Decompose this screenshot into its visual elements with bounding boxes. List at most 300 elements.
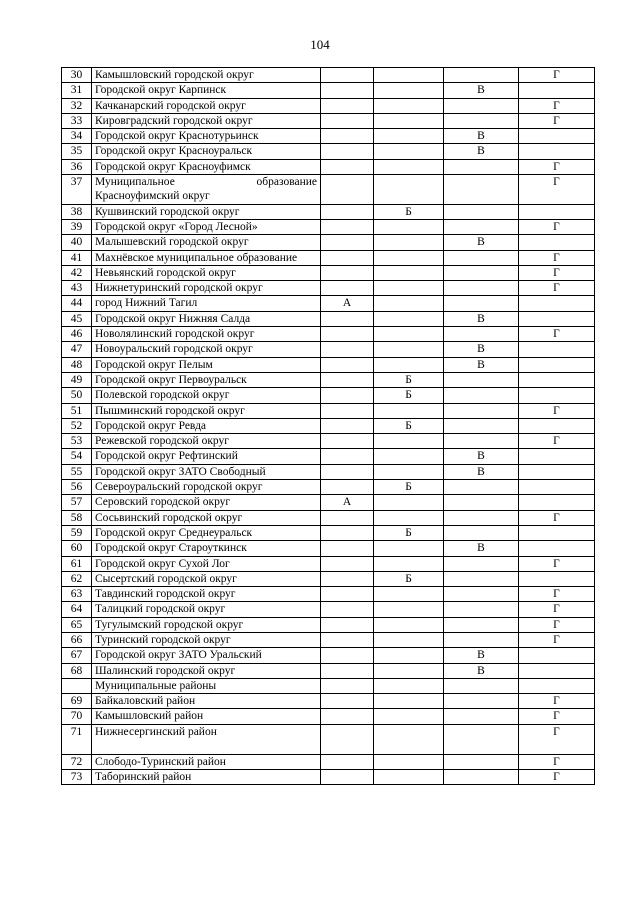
category-g-cell [519,663,595,678]
municipality-name: Режевской городской округ [92,434,321,449]
row-number: 42 [62,265,92,280]
table-row [62,464,595,479]
table-row [62,541,595,556]
row-number: 69 [62,694,92,709]
category-b-cell [374,632,444,647]
category-b-cell [374,449,444,464]
category-b-cell [374,754,444,769]
category-g-cell [519,235,595,250]
category-g-cell [519,372,595,387]
category-a-cell [321,113,374,128]
row-number: 73 [62,770,92,785]
category-v-cell [444,617,519,632]
category-g-cell: Г [519,617,595,632]
row-number: 70 [62,709,92,724]
category-a-cell [321,342,374,357]
category-v-cell [444,296,519,311]
category-a-cell [321,357,374,372]
category-v-cell [444,434,519,449]
municipality-name: Байкаловский район [92,694,321,709]
category-v-cell [444,327,519,342]
municipality-name: Серовский городской округ [92,495,321,510]
municipality-name: Городской округ Среднеуральск [92,525,321,540]
table-row [62,770,595,785]
category-b-cell [374,68,444,83]
municipality-name: Городской округ Красноуральск [92,144,321,159]
category-a-cell [321,602,374,617]
category-b-cell [374,83,444,98]
table-row [62,342,595,357]
category-g-cell [519,541,595,556]
category-v-cell [444,175,519,205]
category-b-cell: Б [374,525,444,540]
category-g-cell [519,296,595,311]
row-number: 48 [62,357,92,372]
row-number: 49 [62,372,92,387]
category-g-cell [519,311,595,326]
category-g-cell: Г [519,68,595,83]
row-number [62,678,92,693]
category-v-cell [444,403,519,418]
municipality-name: Городской округ Краснотурьинск [92,129,321,144]
municipality-name: Городской округ Ревда [92,418,321,433]
category-v-cell [444,678,519,693]
category-a-cell [321,235,374,250]
table-row [62,571,595,586]
category-g-cell [519,83,595,98]
row-number: 68 [62,663,92,678]
table-row [62,556,595,571]
municipality-name: Муниципальное образование Красноуфимский округ [92,175,321,205]
table-row [62,418,595,433]
category-b-cell [374,159,444,174]
category-g-cell: Г [519,327,595,342]
table-row [62,175,595,205]
category-g-cell: Г [519,632,595,647]
municipality-name: Нижнесергинский район [92,724,321,754]
category-v-cell [444,770,519,785]
category-b-cell: Б [374,204,444,219]
category-a-cell [321,372,374,387]
category-v-cell [444,525,519,540]
category-a-cell [321,403,374,418]
table-row [62,617,595,632]
row-number: 31 [62,83,92,98]
municipality-name: Шалинский городской округ [92,663,321,678]
category-b-cell [374,648,444,663]
table-row [62,235,595,250]
category-b-cell [374,495,444,510]
category-v-cell [444,388,519,403]
category-a-cell [321,83,374,98]
category-a-cell [321,159,374,174]
category-a-cell: А [321,296,374,311]
category-g-cell: Г [519,159,595,174]
row-number: 58 [62,510,92,525]
municipality-name: Городской округ Рефтинский [92,449,321,464]
category-b-cell [374,556,444,571]
municipality-name: Пышминский городской округ [92,403,321,418]
category-g-cell: Г [519,510,595,525]
table-row [62,159,595,174]
category-g-cell [519,388,595,403]
category-g-cell [519,449,595,464]
category-a-cell [321,281,374,296]
category-v-cell [444,265,519,280]
category-a-cell [321,219,374,234]
category-v-cell [444,602,519,617]
table-row [62,388,595,403]
table-row [62,250,595,265]
category-a-cell [321,265,374,280]
category-b-cell [374,281,444,296]
row-number: 46 [62,327,92,342]
category-a-cell [321,694,374,709]
category-g-cell: Г [519,250,595,265]
municipality-name: Городской округ Сухой Лог [92,556,321,571]
municipality-name: Городской округ Нижняя Салда [92,311,321,326]
table-row [62,587,595,602]
row-number: 72 [62,754,92,769]
category-v-cell: В [444,663,519,678]
category-g-cell [519,648,595,663]
category-v-cell [444,709,519,724]
category-b-cell [374,327,444,342]
row-number: 66 [62,632,92,647]
row-number: 37 [62,175,92,205]
category-a-cell [321,724,374,754]
category-a-cell [321,311,374,326]
municipality-name: Качканарский городской округ [92,98,321,113]
municipality-name: Муниципальные районы [92,678,321,693]
category-b-cell [374,342,444,357]
category-b-cell [374,98,444,113]
category-v-cell [444,98,519,113]
category-v-cell: В [444,357,519,372]
category-v-cell [444,587,519,602]
municipality-name: Невьянский городской округ [92,265,321,280]
category-v-cell [444,480,519,495]
category-v-cell: В [444,541,519,556]
table-row [62,403,595,418]
table-row [62,129,595,144]
table-row [62,296,595,311]
category-b-cell: Б [374,480,444,495]
table-row [62,602,595,617]
category-b-cell [374,235,444,250]
category-b-cell [374,663,444,678]
category-v-cell [444,571,519,586]
table-row [62,98,595,113]
category-g-cell: Г [519,602,595,617]
category-v-cell: В [444,83,519,98]
category-a-cell [321,327,374,342]
category-a-cell [321,449,374,464]
category-g-cell: Г [519,281,595,296]
table-row [62,327,595,342]
category-g-cell [519,464,595,479]
municipality-name: Слободо-Туринский район [92,754,321,769]
category-b-cell [374,602,444,617]
table-row [62,204,595,219]
table-row [62,372,595,387]
category-a-cell [321,678,374,693]
table-row [62,265,595,280]
category-a-cell [321,525,374,540]
category-g-cell [519,418,595,433]
row-number: 52 [62,418,92,433]
row-number: 57 [62,495,92,510]
row-number: 56 [62,480,92,495]
category-g-cell: Г [519,175,595,205]
municipality-name: Сосьвинский городской округ [92,510,321,525]
category-g-cell: Г [519,724,595,754]
page-number: 104 [310,37,330,52]
category-a-cell: А [321,495,374,510]
table-row [62,357,595,372]
category-v-cell [444,754,519,769]
category-v-cell: В [444,648,519,663]
row-number: 32 [62,98,92,113]
row-number: 43 [62,281,92,296]
municipality-category-table [61,67,595,785]
category-b-cell [374,464,444,479]
municipality-name: Талицкий городской округ [92,602,321,617]
table-row [62,694,595,709]
row-number: 40 [62,235,92,250]
municipality-name: Тавдинский городской округ [92,587,321,602]
category-v-cell: В [444,449,519,464]
table-row [62,449,595,464]
row-number: 50 [62,388,92,403]
municipality-name: Малышевский городской округ [92,235,321,250]
table-row [62,113,595,128]
municipality-name: Махнёвское муниципальное образование [92,250,321,265]
category-g-cell: Г [519,556,595,571]
table-row [62,510,595,525]
row-number: 65 [62,617,92,632]
category-b-cell [374,541,444,556]
category-b-cell [374,403,444,418]
category-g-cell [519,480,595,495]
category-b-cell [374,219,444,234]
category-a-cell [321,204,374,219]
category-g-cell [519,144,595,159]
row-number: 47 [62,342,92,357]
category-v-cell: В [444,144,519,159]
category-b-cell [374,311,444,326]
category-b-cell [374,694,444,709]
municipality-name: Городской округ «Город Лесной» [92,219,321,234]
municipality-name: Новоуральский городской округ [92,342,321,357]
category-b-cell [374,709,444,724]
municipality-name: город Нижний Тагил [92,296,321,311]
category-g-cell [519,129,595,144]
category-a-cell [321,434,374,449]
category-a-cell [321,68,374,83]
municipality-name: Городской округ Первоуральск [92,372,321,387]
table-row [62,68,595,83]
category-v-cell [444,250,519,265]
category-a-cell [321,144,374,159]
municipality-name: Городской округ Красноуфимск [92,159,321,174]
municipality-name: Тугулымский городской округ [92,617,321,632]
category-a-cell [321,617,374,632]
table-row [62,144,595,159]
category-a-cell [321,388,374,403]
category-a-cell [321,129,374,144]
category-g-cell [519,495,595,510]
row-number: 71 [62,724,92,754]
category-g-cell: Г [519,265,595,280]
row-number: 59 [62,525,92,540]
category-a-cell [321,770,374,785]
category-g-cell [519,204,595,219]
category-v-cell: В [444,129,519,144]
table-body [62,68,595,785]
row-number: 34 [62,129,92,144]
municipality-name: Городской округ ЗАТО Свободный [92,464,321,479]
row-number: 41 [62,250,92,265]
row-number: 51 [62,403,92,418]
municipality-name: Туринский городской округ [92,632,321,647]
category-g-cell: Г [519,770,595,785]
category-b-cell [374,587,444,602]
category-v-cell [444,510,519,525]
category-a-cell [321,464,374,479]
category-v-cell: В [444,235,519,250]
row-number: 55 [62,464,92,479]
category-v-cell [444,632,519,647]
table-row [62,219,595,234]
category-v-cell: В [444,464,519,479]
row-number: 62 [62,571,92,586]
category-v-cell [444,159,519,174]
row-number: 61 [62,556,92,571]
table-row [62,480,595,495]
municipality-name: Нижнетуринский городской округ [92,281,321,296]
municipality-name: Сысертский городской округ [92,571,321,586]
category-v-cell [444,113,519,128]
category-g-cell: Г [519,694,595,709]
municipality-name: Североуральский городской округ [92,480,321,495]
category-v-cell [444,495,519,510]
category-a-cell [321,587,374,602]
category-g-cell [519,342,595,357]
table-row [62,83,595,98]
row-number: 67 [62,648,92,663]
category-b-cell [374,129,444,144]
row-number: 44 [62,296,92,311]
category-v-cell: В [444,311,519,326]
table-row [62,663,595,678]
row-number: 33 [62,113,92,128]
category-a-cell [321,648,374,663]
category-b-cell [374,770,444,785]
row-number: 63 [62,587,92,602]
municipality-name: Полевской городской округ [92,388,321,403]
category-b-cell [374,296,444,311]
category-b-cell [374,144,444,159]
row-number: 39 [62,219,92,234]
table-row [62,525,595,540]
municipality-name: Кировградский городской округ [92,113,321,128]
category-g-cell [519,678,595,693]
row-number: 53 [62,434,92,449]
table-row [62,754,595,769]
category-v-cell [444,68,519,83]
category-b-cell [374,357,444,372]
row-number: 30 [62,68,92,83]
section-header-row [62,678,595,693]
category-a-cell [321,663,374,678]
category-b-cell: Б [374,571,444,586]
category-b-cell: Б [374,388,444,403]
row-number: 38 [62,204,92,219]
category-a-cell [321,571,374,586]
category-v-cell: В [444,342,519,357]
row-number: 54 [62,449,92,464]
category-b-cell [374,724,444,754]
category-v-cell [444,372,519,387]
category-g-cell: Г [519,219,595,234]
municipality-name: Городской округ Карпинск [92,83,321,98]
category-a-cell [321,175,374,205]
category-v-cell [444,694,519,709]
table-row [62,709,595,724]
table-row [62,311,595,326]
table-row [62,281,595,296]
municipality-name: Новолялинский городской округ [92,327,321,342]
row-number: 45 [62,311,92,326]
table-row [62,495,595,510]
municipality-name: Кушвинский городской округ [92,204,321,219]
category-b-cell [374,617,444,632]
row-number: 35 [62,144,92,159]
table-row [62,434,595,449]
category-g-cell: Г [519,113,595,128]
category-g-cell: Г [519,754,595,769]
category-g-cell [519,571,595,586]
category-a-cell [321,632,374,647]
municipality-name: Камышловский район [92,709,321,724]
category-b-cell [374,113,444,128]
category-b-cell: Б [374,372,444,387]
category-b-cell [374,510,444,525]
category-v-cell [444,418,519,433]
category-g-cell: Г [519,587,595,602]
category-b-cell [374,250,444,265]
municipality-name: Камышловский городской округ [92,68,321,83]
category-g-cell: Г [519,709,595,724]
category-a-cell [321,541,374,556]
category-b-cell [374,434,444,449]
table-row [62,648,595,663]
row-number: 60 [62,541,92,556]
category-b-cell [374,678,444,693]
municipality-name: Городской округ ЗАТО Уральский [92,648,321,663]
category-a-cell [321,556,374,571]
table-row [62,632,595,647]
municipality-name: Таборинский район [92,770,321,785]
category-g-cell: Г [519,434,595,449]
category-v-cell [444,724,519,754]
municipality-name: Городской округ Староуткинск [92,541,321,556]
category-v-cell [444,281,519,296]
category-a-cell [321,480,374,495]
category-b-cell [374,265,444,280]
category-b-cell [374,175,444,205]
